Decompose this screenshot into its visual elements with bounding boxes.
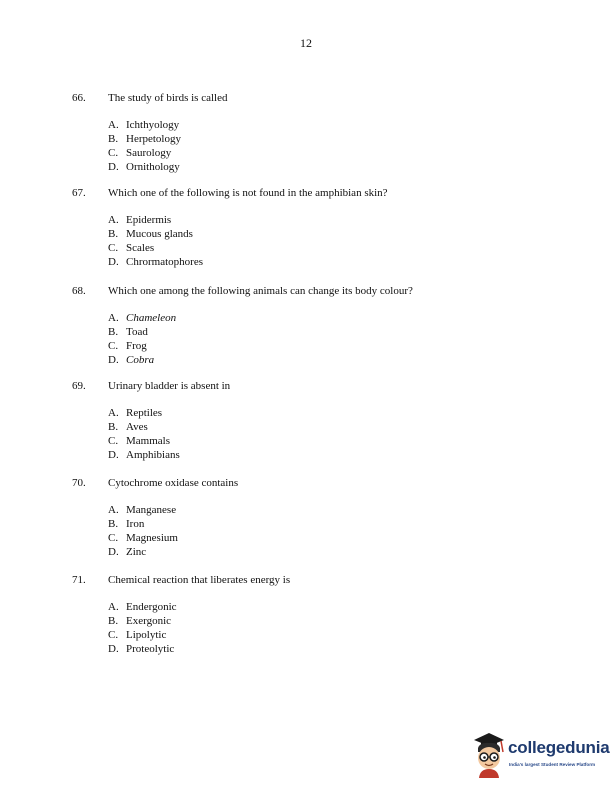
option-text: Iron — [126, 518, 145, 530]
student-mascot-icon — [470, 730, 508, 778]
question-number: 71. — [72, 574, 86, 586]
option-d — [108, 353, 552, 367]
option-letter: C. — [108, 629, 119, 641]
option-letter: C. — [108, 340, 119, 352]
option-a — [108, 118, 552, 132]
option-text: Mammals — [126, 435, 170, 447]
option-letter: B. — [108, 615, 119, 627]
question-number: 67. — [72, 187, 86, 199]
option-d — [108, 255, 552, 269]
option-d — [108, 545, 552, 559]
option-letter: A. — [108, 601, 119, 613]
question-number: 66. — [72, 92, 86, 104]
option-text: Herpetology — [126, 133, 181, 145]
option-text: Toad — [126, 326, 148, 338]
option-c — [108, 146, 552, 160]
question-67 — [72, 186, 552, 269]
option-letter: A. — [108, 312, 119, 324]
option-letter: D. — [108, 643, 119, 655]
options-list — [108, 118, 552, 174]
option-text: Aves — [126, 421, 148, 433]
option-letter: C. — [108, 435, 119, 447]
option-d — [108, 642, 552, 656]
option-letter: C. — [108, 242, 119, 254]
question-number: 68. — [72, 285, 86, 297]
logo-name: collegedunia — [508, 738, 610, 757]
option-text: Manganese — [126, 504, 177, 516]
question-number: 69. — [72, 380, 86, 392]
option-text: Ornithology — [126, 161, 180, 173]
option-b — [108, 517, 552, 531]
option-c — [108, 531, 552, 545]
question-text: The study of birds is called — [108, 92, 228, 104]
option-letter: D. — [108, 354, 119, 366]
question-71 — [72, 573, 552, 656]
option-letter: D. — [108, 449, 119, 461]
question-66 — [72, 91, 552, 174]
option-text: Scales — [126, 242, 155, 254]
option-text: Exergonic — [126, 615, 172, 627]
option-a — [108, 213, 552, 227]
option-d — [108, 160, 552, 174]
option-c — [108, 628, 552, 642]
option-letter: A. — [108, 504, 119, 516]
option-letter: D. — [108, 256, 119, 268]
question-text: Which one among the following animals can change its body colour? — [108, 285, 413, 297]
option-letter: D. — [108, 546, 119, 558]
question-number: 70. — [72, 477, 86, 489]
option-d — [108, 448, 552, 462]
option-text: Reptiles — [126, 407, 163, 419]
option-text: Frog — [126, 340, 147, 352]
question-text: Chemical reaction that liberates energy is — [108, 574, 291, 586]
option-b — [108, 614, 552, 628]
option-c — [108, 434, 552, 448]
option-b — [108, 132, 552, 146]
option-a — [108, 503, 552, 517]
option-text: Amphibians — [126, 449, 180, 461]
option-a — [108, 600, 552, 614]
option-letter: C. — [108, 147, 119, 159]
option-a — [108, 406, 552, 420]
question-text: Urinary bladder is absent in — [108, 380, 231, 392]
option-letter: D. — [108, 161, 119, 173]
option-text: Zinc — [126, 546, 147, 558]
option-text: Endergonic — [126, 601, 177, 613]
option-letter: A. — [108, 407, 119, 419]
option-text: Saurology — [126, 147, 172, 159]
option-letter: C. — [108, 532, 119, 544]
question-70 — [72, 476, 552, 559]
option-b — [108, 420, 552, 434]
logo-tagline: India's largest Student Review Platform — [509, 762, 596, 767]
question-68 — [72, 284, 552, 367]
option-a — [108, 311, 552, 325]
option-letter: B. — [108, 326, 119, 338]
option-text: Ichthyology — [126, 119, 180, 131]
option-letter: B. — [108, 518, 119, 530]
option-text: Proteolytic — [126, 643, 175, 655]
options-list — [108, 503, 552, 559]
collegedunia-logo[interactable] — [470, 730, 610, 778]
option-text: Lipolytic — [126, 629, 167, 641]
option-text: Mucous glands — [126, 228, 193, 240]
options-list — [108, 600, 552, 656]
question-69 — [72, 379, 552, 462]
option-text: Magnesium — [126, 532, 178, 544]
option-text: Cobra — [126, 354, 155, 366]
options-list — [108, 311, 552, 367]
option-b — [108, 325, 552, 339]
option-text: Chameleon — [126, 312, 177, 324]
option-c — [108, 339, 552, 353]
option-letter: B. — [108, 228, 119, 240]
option-b — [108, 227, 552, 241]
question-text: Which one of the following is not found in the amphibian skin? — [108, 187, 388, 199]
option-letter: A. — [108, 214, 119, 226]
option-c — [108, 241, 552, 255]
option-letter: B. — [108, 133, 119, 145]
options-list — [108, 213, 552, 269]
option-letter: A. — [108, 119, 119, 131]
question-text: Cytochrome oxidase contains — [108, 477, 239, 489]
option-letter: B. — [108, 421, 119, 433]
options-list — [108, 406, 552, 462]
page-number: 12 — [300, 36, 312, 50]
option-text: Epidermis — [126, 214, 172, 226]
option-text: Chrormatophores — [126, 256, 203, 268]
